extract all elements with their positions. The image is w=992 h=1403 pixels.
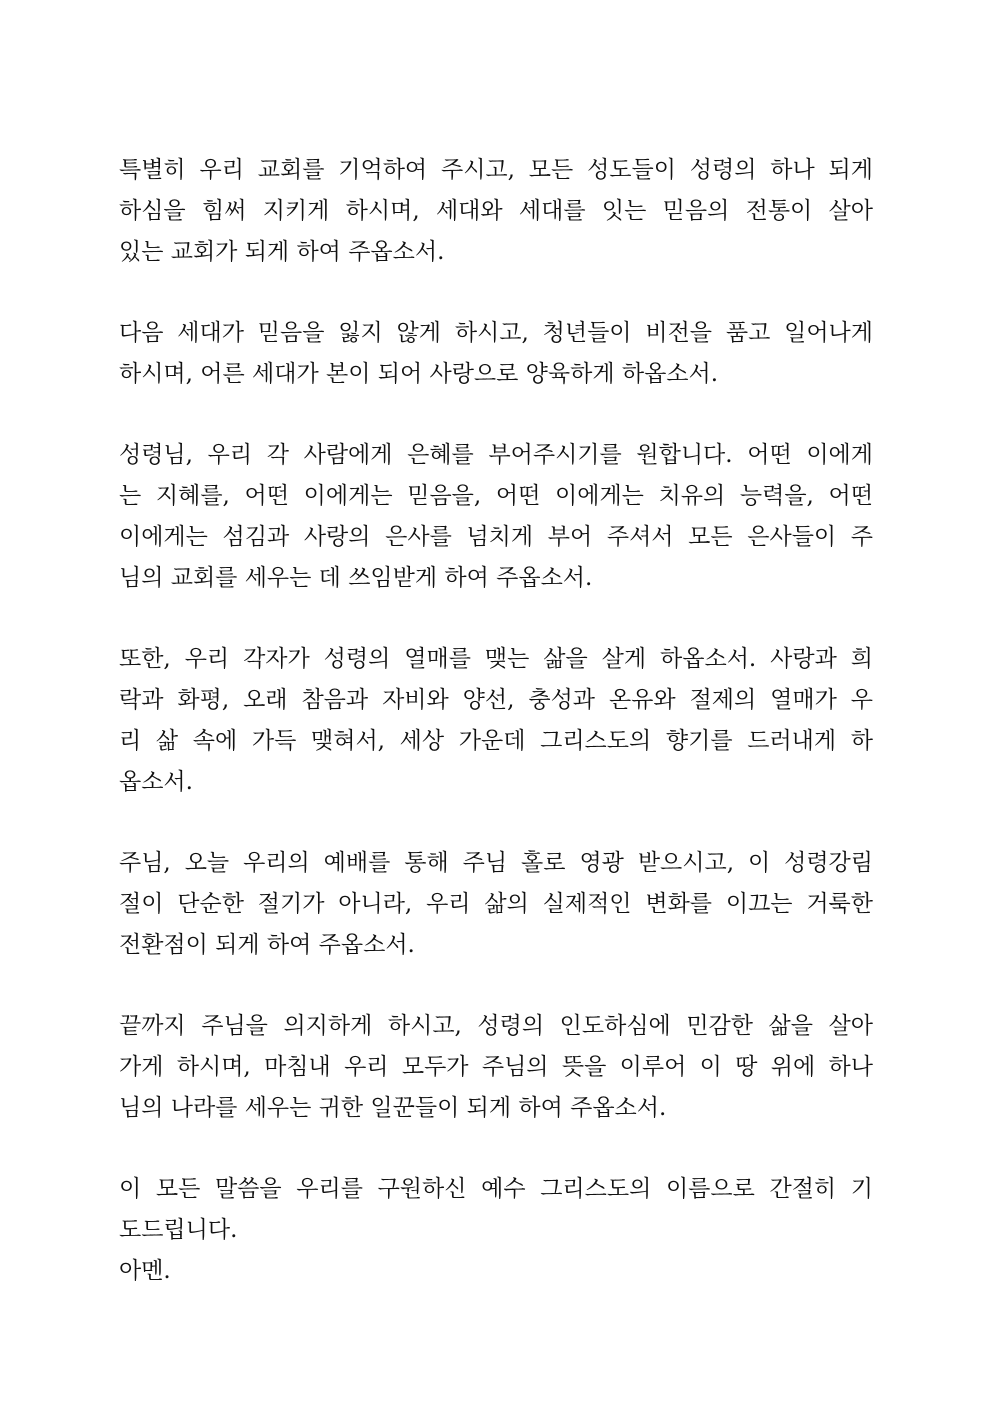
text-line: 전환점이 되게 하여 주옵소서.	[119, 932, 415, 958]
paragraph-worship	[119, 843, 873, 966]
paragraph-gap	[119, 803, 873, 843]
paragraph-church	[119, 150, 873, 273]
paragraph-closing	[119, 1169, 873, 1292]
text-line: 도드립니다.	[119, 1217, 238, 1243]
text-line: 특별히 우리 교회를 기억하여 주시고, 모든 성도들이 성령의 하나 되게	[119, 157, 873, 183]
document-page	[119, 150, 873, 1292]
paragraph-gap	[119, 395, 873, 435]
text-line: 님의 나라를 세우는 귀한 일꾼들이 되게 하여 주옵소서.	[119, 1095, 667, 1121]
amen-line: 아멘.	[119, 1258, 171, 1284]
paragraph-gap	[119, 273, 873, 313]
text-line: 끝까지 주님을 의지하게 하시고, 성령의 인도하심에 민감한 삶을 살아	[119, 1013, 873, 1039]
text-line: 이에게는 섬김과 사랑의 은사를 넘치게 부어 주셔서 모든 은사들이 주	[119, 524, 873, 550]
text-line: 성령님, 우리 각 사람에게 은혜를 부어주시기를 원합니다. 어떤 이에게	[119, 442, 873, 468]
text-line: 님의 교회를 세우는 데 쓰임받게 하여 주옵소서.	[119, 565, 593, 591]
text-line: 다음 세대가 믿음을 잃지 않게 하시고, 청년들이 비전을 품고 일어나게	[119, 320, 873, 346]
paragraph-gifts	[119, 435, 873, 599]
paragraph-gap	[119, 599, 873, 639]
text-line: 있는 교회가 되게 하여 주옵소서.	[119, 239, 445, 265]
text-line: 가게 하시며, 마침내 우리 모두가 주님의 뜻을 이루어 이 땅 위에 하나	[119, 1054, 873, 1080]
paragraph-fruit	[119, 639, 873, 803]
text-line: 절이 단순한 절기가 아니라, 우리 삶의 실제적인 변화를 이끄는 거룩한	[119, 891, 873, 917]
text-line: 리 삶 속에 가득 맺혀서, 세상 가운데 그리스도의 향기를 드러내게 하	[119, 728, 873, 754]
text-line: 하심을 힘써 지키게 하시며, 세대와 세대를 잇는 믿음의 전통이 살아	[119, 198, 873, 224]
paragraph-gap	[119, 966, 873, 1006]
paragraph-kingdom	[119, 1006, 873, 1129]
paragraph-gap	[119, 1129, 873, 1169]
text-line: 락과 화평, 오래 참음과 자비와 양선, 충성과 온유와 절제의 열매가 우	[119, 687, 873, 713]
text-line: 하시며, 어른 세대가 본이 되어 사랑으로 양육하게 하옵소서.	[119, 361, 719, 387]
text-line: 는 지혜를, 어떤 이에게는 믿음을, 어떤 이에게는 치유의 능력을, 어떤	[119, 483, 873, 509]
text-line: 옵소서.	[119, 769, 193, 795]
paragraph-next-generation	[119, 313, 873, 395]
text-line: 이 모든 말씀을 우리를 구원하신 예수 그리스도의 이름으로 간절히 기	[119, 1176, 873, 1202]
text-line: 또한, 우리 각자가 성령의 열매를 맺는 삶을 살게 하옵소서. 사랑과 희	[119, 646, 873, 672]
text-line: 주님, 오늘 우리의 예배를 통해 주님 홀로 영광 받으시고, 이 성령강림	[119, 850, 873, 876]
